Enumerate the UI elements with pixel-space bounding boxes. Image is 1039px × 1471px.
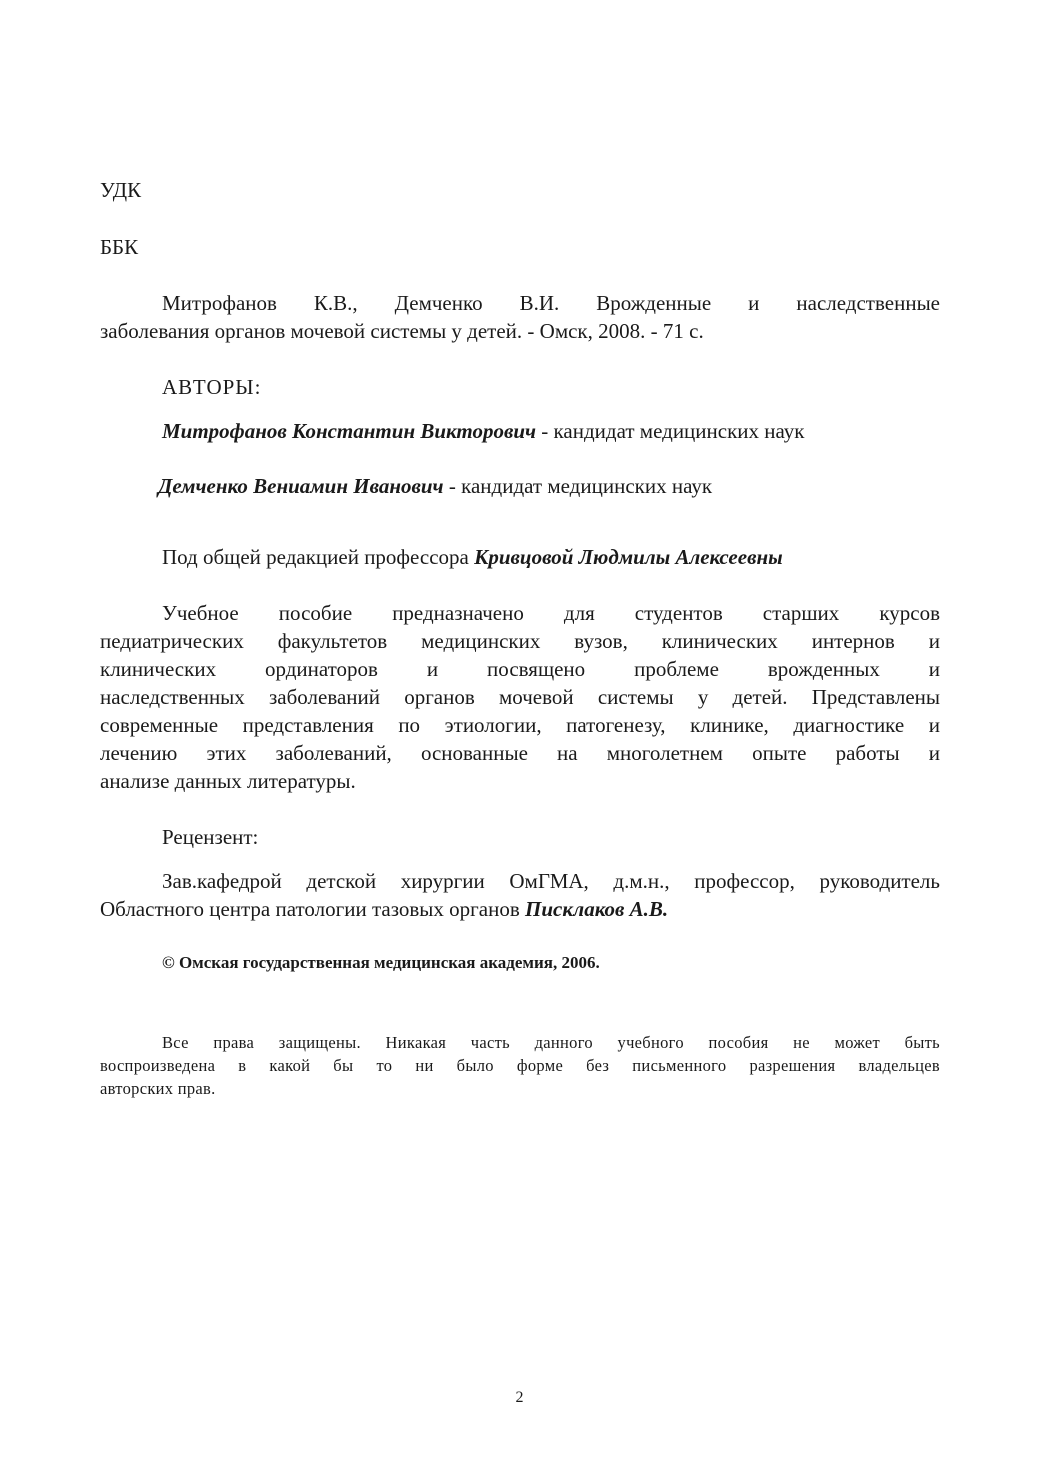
- author-1-name: Митрофанов Константин Викторович: [162, 419, 537, 443]
- citation-line-1: Митрофанов К.В., Демченко В.И. Врожденные и наследственные: [162, 291, 940, 315]
- editor-line: [162, 545, 783, 570]
- author-2: [158, 474, 712, 499]
- rights-line-1: Все права защищены. Никакая часть данного учебного пособия не может быть: [162, 1033, 940, 1052]
- annotation-line-3: клинических ординаторов и посвящено проблеме врожденных и: [100, 657, 940, 681]
- annotation-line-5: современные представления по этиологии, патогенезу, клинике, диагностике и: [100, 713, 940, 737]
- rights-line-2: воспроизведена в какой бы то ни было форме без письменного разрешения владельцев: [100, 1056, 940, 1075]
- page-number: 2: [515, 1389, 524, 1406]
- editor-prefix: Под общей редакцией профессора: [162, 545, 475, 569]
- annotation-line-1: Учебное пособие предназначено для студентов старших курсов: [162, 601, 940, 625]
- authors-heading: АВТОРЫ:: [162, 375, 262, 399]
- reviewer-line-2: [100, 897, 668, 922]
- reviewer-line-2-prefix: Областного центра патологии тазовых органов: [100, 897, 526, 921]
- bbk-label: ББК: [100, 235, 139, 259]
- author-1: [162, 419, 804, 444]
- reviewer-name: Писклаков А.В.: [525, 897, 669, 921]
- author-1-role: - кандидат медицинских наук: [536, 419, 805, 443]
- editor-name: Кривцовой Людмилы Алексеевны: [474, 545, 783, 569]
- annotation-line-7: анализе данных литературы.: [100, 769, 356, 793]
- reviewer-line-1: Зав.кафедрой детской хирургии ОмГМА, д.м.н., профессор, руководитель: [162, 869, 940, 893]
- citation-line-2: заболевания органов мочевой системы у детей. - Омск, 2008. - 71 с.: [100, 319, 704, 343]
- author-2-name: Демченко Вениамин Иванович: [158, 474, 444, 498]
- annotation-line-6: лечению этих заболеваний, основанные на многолетнем опыте работы и: [100, 741, 940, 765]
- copyright-notice: © Омская государственная медицинская академия, 2006.: [162, 953, 600, 972]
- reviewer-heading: Рецензент:: [162, 825, 259, 849]
- annotation-line-2: педиатрических факультетов медицинских вузов, клинических интернов и: [100, 629, 940, 653]
- rights-line-3: авторских прав.: [100, 1079, 216, 1098]
- annotation-line-4: наследственных заболеваний органов мочевой системы у детей. Представлены: [100, 685, 940, 709]
- author-2-role: - кандидат медицинских наук: [443, 474, 713, 498]
- udk-label: УДК: [100, 178, 142, 202]
